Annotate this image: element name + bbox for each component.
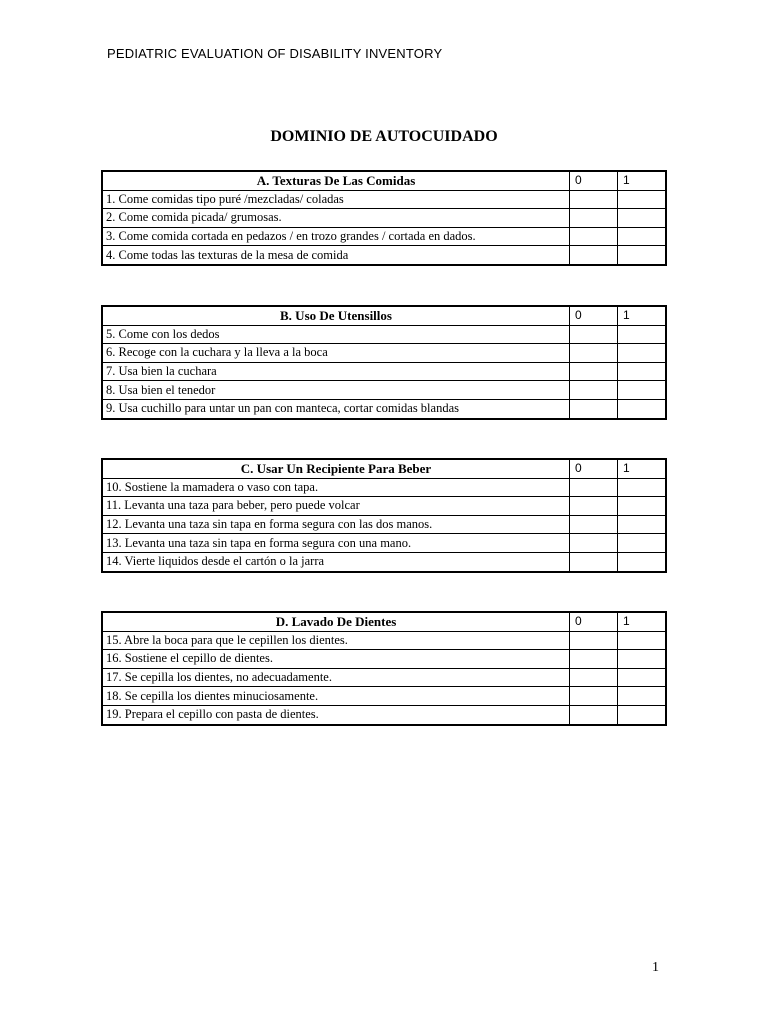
score-cell-1[interactable] [618,515,667,534]
document-title: DOMINIO DE AUTOCUIDADO [270,128,498,145]
score-header-1: 1 [618,306,667,325]
score-cell-1[interactable] [618,552,667,571]
score-cell-0[interactable] [570,650,618,669]
score-cell-0[interactable] [570,190,618,209]
page-header: PEDIATRIC EVALUATION OF DISABILITY INVENTORY [107,46,443,61]
table-row [102,497,666,516]
table-row [102,705,666,724]
score-header-1: 1 [618,459,667,478]
table-row [102,325,666,344]
score-cell-0[interactable] [570,209,618,228]
table-row [102,650,666,669]
table-row [102,381,666,400]
score-cell-1[interactable] [618,362,667,381]
score-cell-0[interactable] [570,325,618,344]
item-text: 10. Sostiene la mamadera o vaso con tapa. [102,478,570,497]
item-text: 19. Prepara el cepillo con pasta de dientes. [102,705,570,724]
score-cell-1[interactable] [618,668,667,687]
table-row [102,552,666,571]
score-cell-1[interactable] [618,497,667,516]
score-cell-0[interactable] [570,497,618,516]
item-text: 11. Levanta una taza para beber, pero puede volcar [102,497,570,516]
table-row [102,246,666,265]
item-text: 2. Come comida picada/ grumosas. [102,209,570,228]
score-header-0: 0 [570,306,618,325]
score-header-0: 0 [570,612,618,631]
item-text: 5. Come con los dedos [102,325,570,344]
score-cell-1[interactable] [618,631,667,650]
section-header-row [102,171,666,190]
score-cell-0[interactable] [570,478,618,497]
section-header-row [102,306,666,325]
score-cell-0[interactable] [570,534,618,553]
score-header-1: 1 [618,612,667,631]
score-header-0: 0 [570,459,618,478]
score-cell-1[interactable] [618,687,667,706]
table-row [102,631,666,650]
table-row [102,344,666,363]
table-row [102,209,666,228]
item-text: 18. Se cepilla los dientes minuciosamente. [102,687,570,706]
table-row [102,227,666,246]
table-row [102,534,666,553]
score-cell-1[interactable] [618,705,667,724]
score-header-0: 0 [570,171,618,190]
score-cell-0[interactable] [570,399,618,418]
section-header-row [102,612,666,631]
section-heading: C. Usar Un Recipiente Para Beber [102,459,570,478]
score-cell-0[interactable] [570,515,618,534]
item-text: 4. Come todas las texturas de la mesa de comida [102,246,570,265]
table-row [102,478,666,497]
item-text: 8. Usa bien el tenedor [102,381,570,400]
table-row [102,668,666,687]
score-cell-0[interactable] [570,687,618,706]
item-text: 16. Sostiene el cepillo de dientes. [102,650,570,669]
score-cell-1[interactable] [618,534,667,553]
score-cell-0[interactable] [570,246,618,265]
score-cell-0[interactable] [570,381,618,400]
score-cell-1[interactable] [618,650,667,669]
section-c-table [101,458,667,573]
item-text: 12. Levanta una taza sin tapa en forma segura con las dos manos. [102,515,570,534]
score-cell-1[interactable] [618,399,667,418]
score-cell-1[interactable] [618,344,667,363]
section-heading: A. Texturas De Las Comidas [102,171,570,190]
score-cell-1[interactable] [618,227,667,246]
item-text: 13. Levanta una taza sin tapa en forma segura con una mano. [102,534,570,553]
page-number: 1 [652,960,659,975]
section-a-table [101,170,667,266]
score-cell-0[interactable] [570,668,618,687]
section-heading: B. Uso De Utensillos [102,306,570,325]
item-text: 9. Usa cuchillo para untar un pan con manteca, cortar comidas blandas [102,399,570,418]
score-cell-0[interactable] [570,705,618,724]
item-text: 7. Usa bien la cuchara [102,362,570,381]
score-cell-0[interactable] [570,227,618,246]
item-text: 15. Abre la boca para que le cepillen los dientes. [102,631,570,650]
table-row [102,687,666,706]
item-text: 14. Vierte liquidos desde el cartón o la jarra [102,552,570,571]
score-cell-1[interactable] [618,478,667,497]
score-cell-1[interactable] [618,325,667,344]
section-d-table [101,611,667,726]
score-cell-1[interactable] [618,246,667,265]
score-cell-0[interactable] [570,344,618,363]
score-cell-1[interactable] [618,190,667,209]
section-b-table [101,305,667,420]
table-row [102,399,666,418]
section-heading: D. Lavado De Dientes [102,612,570,631]
score-cell-0[interactable] [570,631,618,650]
item-text: 3. Come comida cortada en pedazos / en trozo grandes / cortada en dados. [102,227,570,246]
score-cell-1[interactable] [618,209,667,228]
item-text: 17. Se cepilla los dientes, no adecuadamente. [102,668,570,687]
table-row [102,515,666,534]
score-cell-0[interactable] [570,552,618,571]
table-row [102,362,666,381]
score-cell-1[interactable] [618,381,667,400]
score-cell-0[interactable] [570,362,618,381]
item-text: 1. Come comidas tipo puré /mezcladas/ coladas [102,190,570,209]
item-text: 6. Recoge con la cuchara y la lleva a la boca [102,344,570,363]
table-row [102,190,666,209]
section-header-row [102,459,666,478]
score-header-1: 1 [618,171,667,190]
